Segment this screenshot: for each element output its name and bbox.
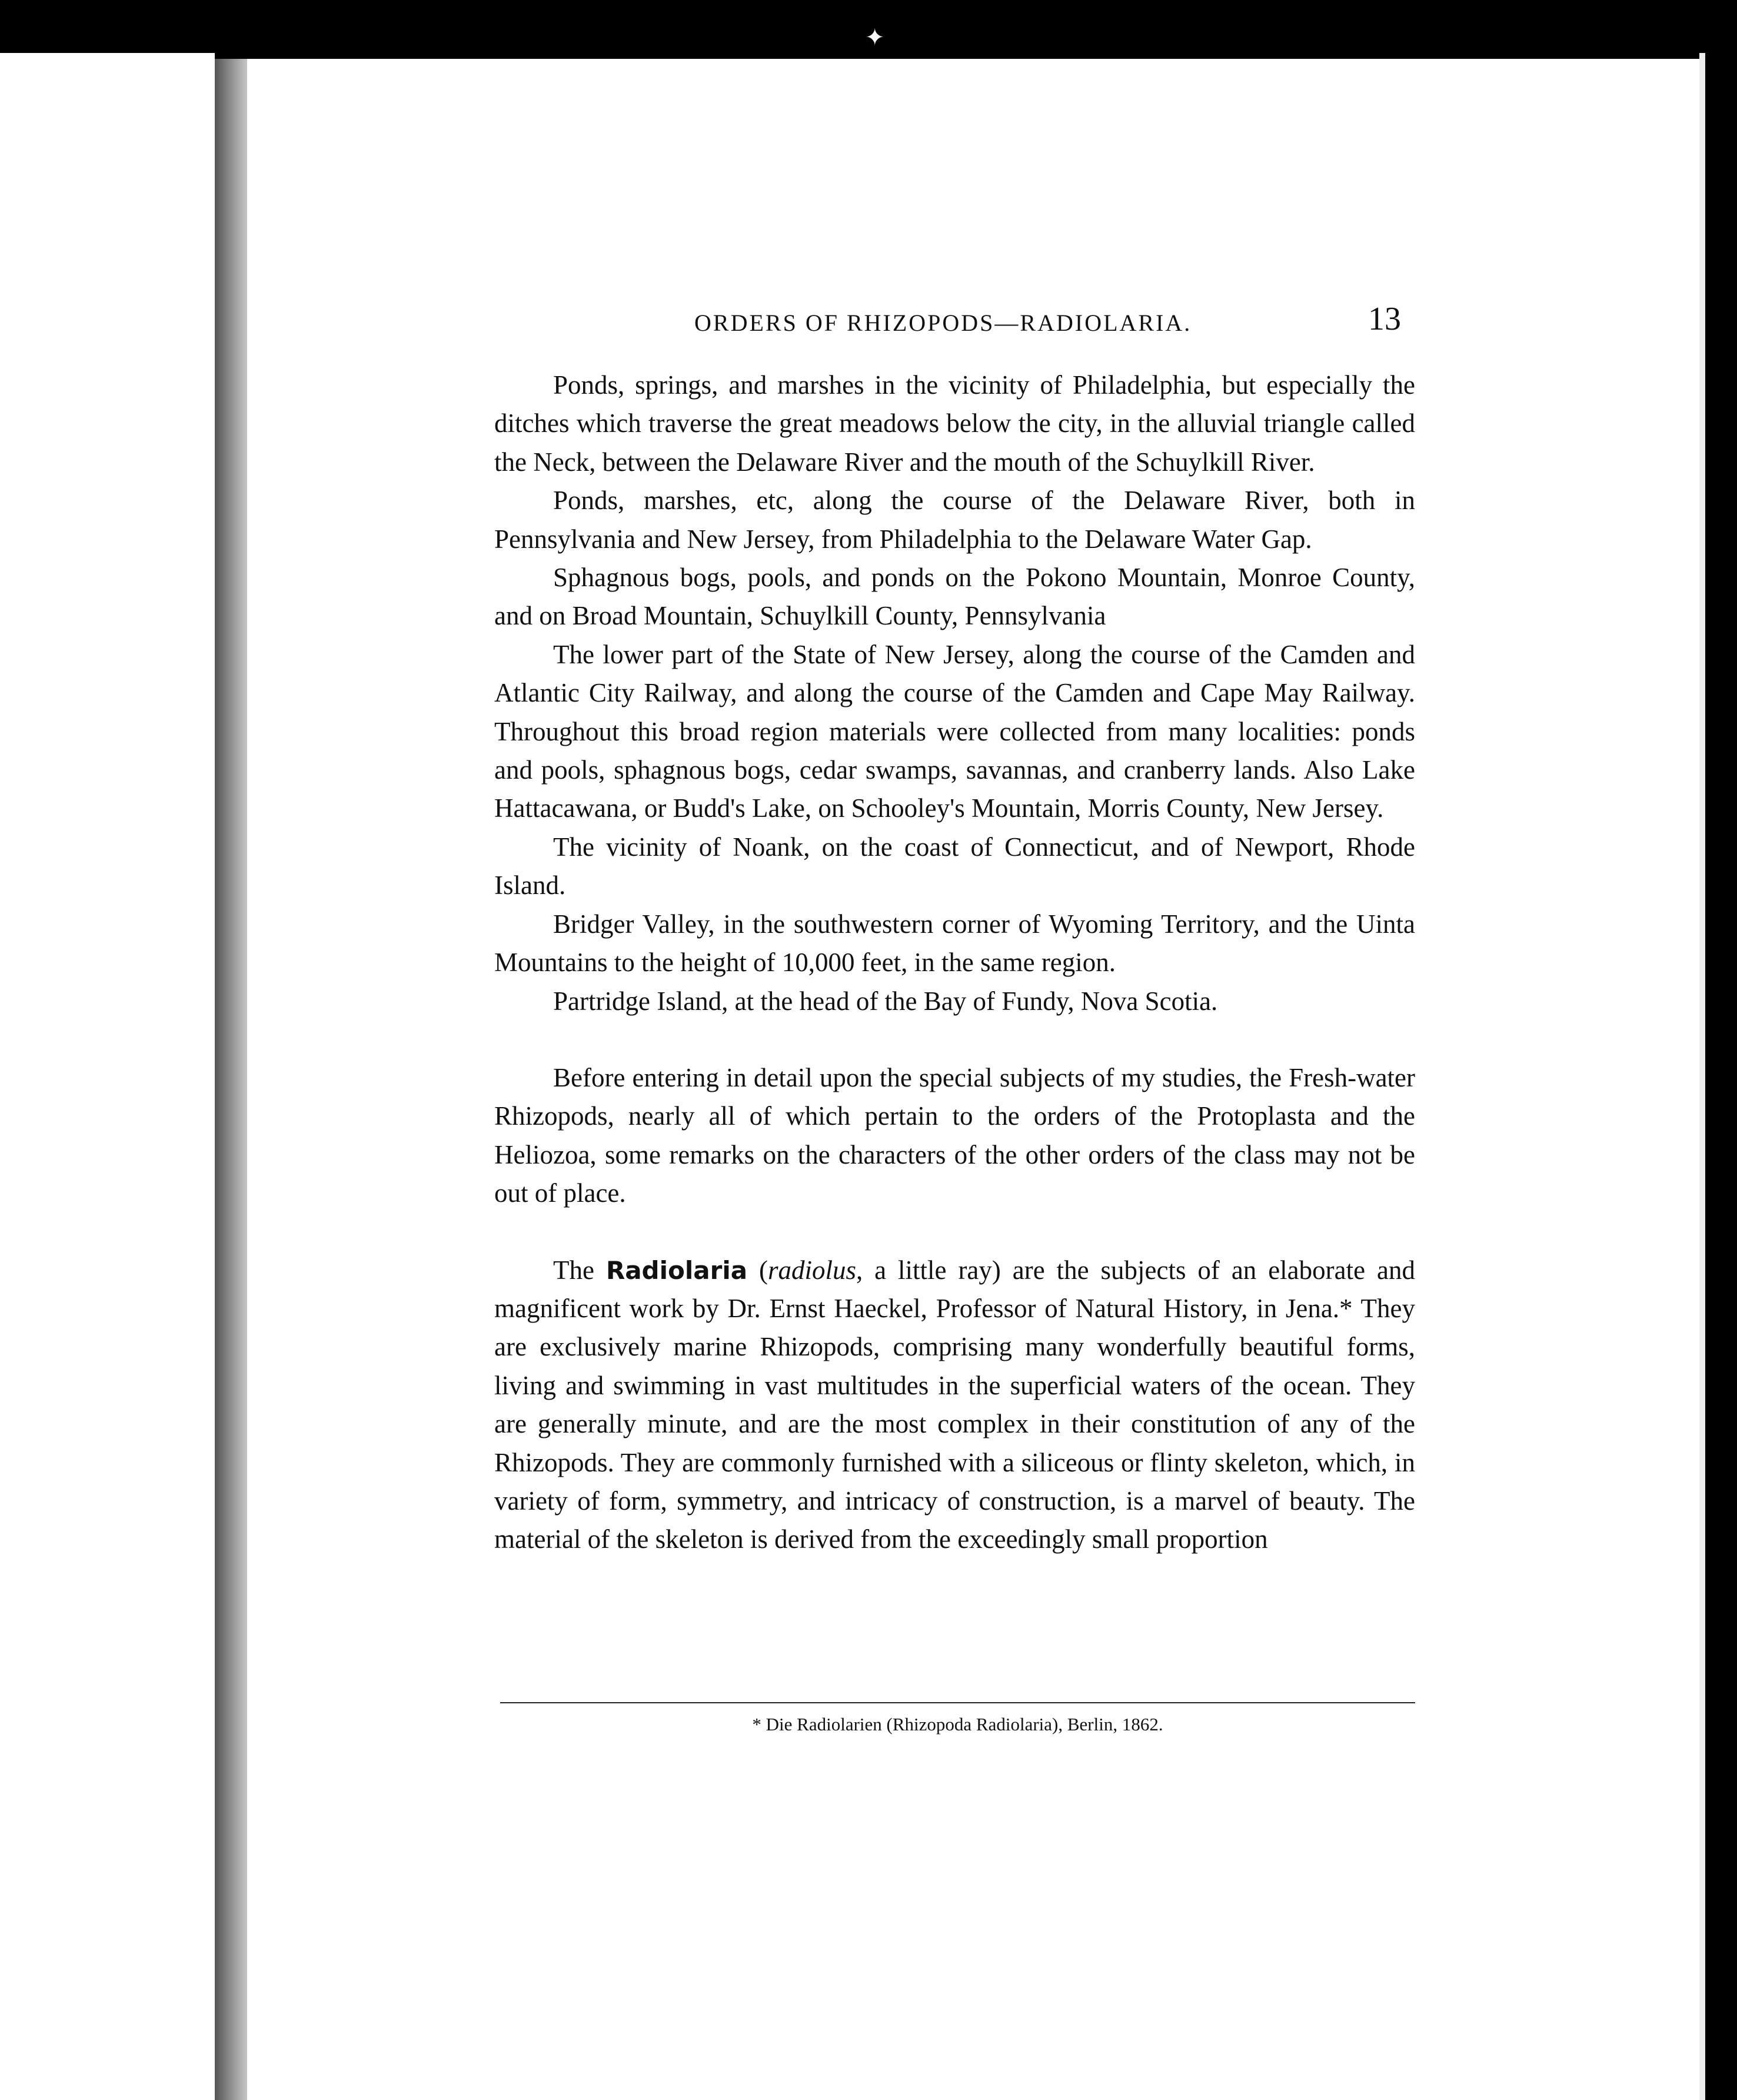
paragraph: Partridge Island, at the head of the Bay of Fundy, Nova Scotia.	[553, 986, 1218, 1016]
footnote: * Die Radiolarien (Rhizopoda Radiolaria), Berlin, 1862.	[752, 1714, 1163, 1735]
page-body	[494, 366, 1415, 1559]
page-number: 13	[1368, 301, 1401, 337]
paragraph: Ponds, springs, and marshes in the vicinity of Philadelphia, but especially the ditches which traverse the great meadows below the city, in the alluvial triangle called the Neck, between the Delaware River and the mouth of the Schuylkill River.	[494, 370, 1415, 477]
italic-term: radiolus	[767, 1255, 856, 1285]
page-edge	[1699, 53, 1705, 2100]
paragraph: Ponds, marshes, etc, along the course of the Delaware River, both in Pennsylvania and New Jersey, from Philadelphia to the Delaware Water Gap.	[494, 486, 1415, 554]
paragraph: Before entering in detail upon the special subjects of my studies, the Fresh-water Rhizopods, nearly all of which pertain to the orders of the Protoplasta and the Heliozoa, some remarks on the characters of the other orders of the class may not be out of place.	[494, 1062, 1415, 1208]
scan-speck: ✦	[865, 24, 885, 51]
footnote-divider	[500, 1702, 1415, 1703]
running-header: ORDERS OF RHIZOPODS—RADIOLARIA.	[694, 310, 1192, 336]
text-run: , a little ray) are the subjects of an elaborate and magnificent work by Dr. Ernst Haeckel, Professor of Natural History, in Jena.* They are exclusively marine Rhizopods, comprising many wonderfully beautiful forms, living and swimming in vast multitudes in the superficial waters of the ocean. They are generally minute, and are the most complex in their constitution of any of the Rhizopods. They are commonly furnished with a siliceous or flinty skeleton, which, in variety of form, symmetry, and intricacy of construction, is a marvel of beauty. The material of the skeleton is derived from the exceedingly small proportion	[494, 1255, 1415, 1554]
radiolaria-paragraph	[494, 1251, 1415, 1559]
paragraph: Bridger Valley, in the southwestern corner of Wyoming Territory, and the Uinta Mountains to the height of 10,000 feet, in the same region.	[494, 909, 1415, 978]
text-run: (	[747, 1255, 768, 1285]
paragraph: The vicinity of Noank, on the coast of Connecticut, and of Newport, Rhode Island.	[494, 832, 1415, 901]
text-run: The	[553, 1255, 606, 1285]
bold-term: Radiolaria	[605, 1255, 748, 1285]
paragraph: Sphagnous bogs, pools, and ponds on the Pokono Mountain, Monroe County, and on Broad Mountain, Schuylkill County, Pennsylvania	[494, 563, 1415, 631]
paragraph: The lower part of the State of New Jersey, along the course of the Camden and Atlantic City Railway, and along the course of the Camden and Cape May Railway. Throughout this broad region materials were collected from many localities: ponds and pools, sphagnous bogs, cedar swamps, savannas, and cranberry lands. Also Lake Hattacawana, or Budd's Lake, on Schooley's Mountain, Morris County, New Jersey.	[494, 639, 1415, 823]
facing-page	[0, 53, 215, 2100]
